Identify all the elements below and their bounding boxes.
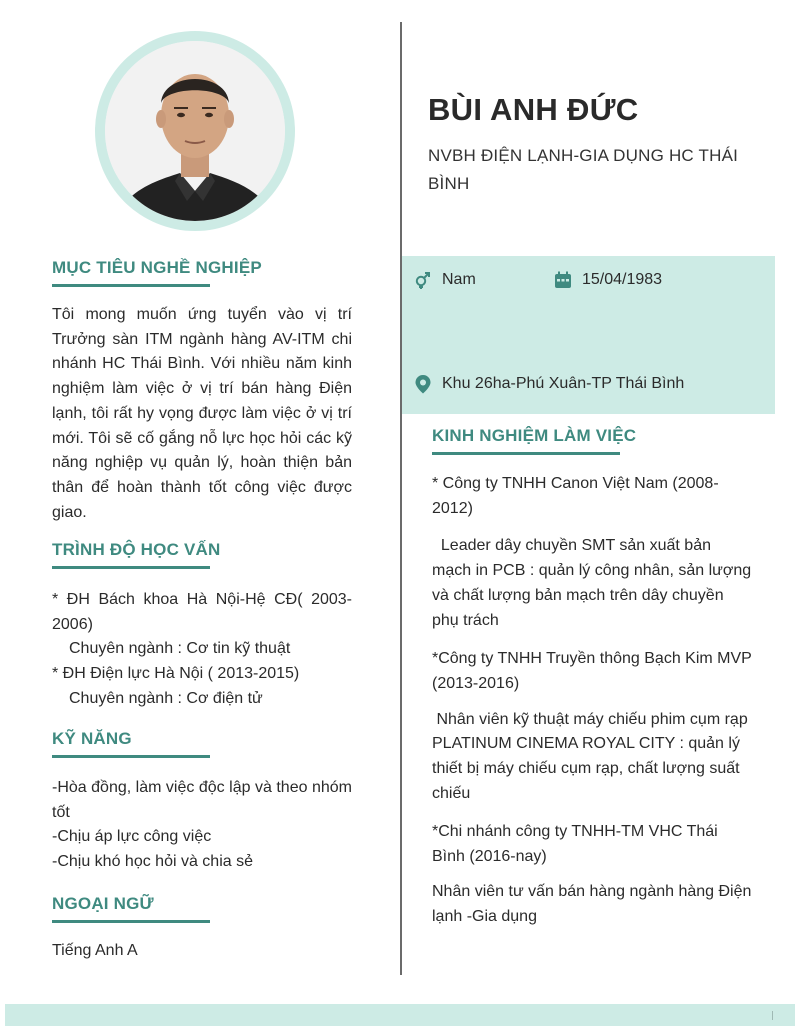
- section-underline: [52, 284, 210, 287]
- education-major: Chuyên ngành : Cơ điện tử: [69, 689, 263, 707]
- education-list: [52, 588, 352, 712]
- section-title: TRÌNH ĐỘ HỌC VẤN: [52, 540, 221, 559]
- job-title: NVBH ĐIỆN LẠNH-GIA DỤNG HC THÁI BÌNH: [428, 146, 739, 193]
- section-title: KINH NGHIỆM LÀM VIỆC: [432, 426, 637, 445]
- languages-section: [52, 894, 352, 964]
- experience-company: *Chi nhánh công ty TNHH-TM VHC Thái Bình (2016-nay): [432, 823, 718, 866]
- calendar-icon: [554, 271, 572, 289]
- education-school: * ĐH Điện lực Hà Nội ( 2013-2015): [52, 665, 300, 683]
- avatar: [105, 41, 285, 221]
- skill-item: -Chịu áp lực công việc: [52, 828, 212, 846]
- section-underline: [52, 920, 210, 923]
- candidate-name: BÙI ANH ĐỨC: [428, 92, 639, 127]
- gender-row: [414, 271, 476, 289]
- footer-band: [5, 1004, 795, 1026]
- experience-company: * Công ty TNHH Canon Việt Nam (2008-2012): [432, 475, 719, 517]
- language-item: Tiếng Anh A: [52, 942, 138, 959]
- experience-company: *Công ty TNHH Truyền thông Bạch Kim MVP (2013-2016): [432, 650, 752, 692]
- gender-value: Nam: [442, 271, 476, 288]
- column-divider: [400, 22, 402, 975]
- contact-panel: [402, 256, 775, 414]
- experience-list: [432, 472, 756, 929]
- address-row: [414, 374, 684, 394]
- section-underline: [52, 566, 210, 569]
- birthdate-value: 15/04/1983: [582, 271, 663, 288]
- birthdate-row: [554, 271, 662, 289]
- experience-section: [432, 426, 756, 929]
- section-title: MỤC TIÊU NGHỀ NGHIỆP: [52, 258, 262, 277]
- avatar-frame: [95, 31, 295, 231]
- education-major: Chuyên ngành : Cơ tin kỹ thuật: [69, 640, 291, 658]
- career-goal-section: [52, 258, 352, 525]
- location-pin-icon: [414, 374, 432, 394]
- section-underline: [432, 452, 620, 455]
- skill-item: -Chịu khó học hỏi và chia sẻ: [52, 853, 253, 871]
- gender-icon: [414, 271, 432, 289]
- career-goal-text: Tôi mong muốn ứng tuyển vào vị trí Trưởng sàn ITM ngành hàng AV-ITM chi nhánh HC Thái Bình. Với nhiều năm kinh nghiệm làm việc ở vị trí bán hàng Điện lạnh, tôi rất hy vọng được làm việc ở vị trí mới. Tôi sẽ cố gắng nỗ lực học hỏi các kỹ năng nghiệp vụ quản lý, hoàn thiện bản thân để hoàn thành tốt công việc được giao.: [52, 306, 352, 521]
- experience-description: Nhân viên tư vấn bán hàng ngành hàng Điện lạnh -Gia dụng: [432, 882, 752, 925]
- footer-marker: [772, 1011, 773, 1020]
- experience-description: Nhân viên kỹ thuật máy chiếu phim cụm rạp PLATINUM CINEMA ROYAL CITY : quản lý thiết bị máy chiếu cụm rạp, chất lượng suất chiếu: [432, 710, 753, 802]
- address-value: Khu 26ha-Phú Xuân-TP Thái Bình: [442, 375, 685, 392]
- section-title: NGOẠI NGỮ: [52, 894, 154, 913]
- skills-list: [52, 776, 352, 875]
- education-section: [52, 540, 352, 712]
- skills-section: [52, 729, 352, 875]
- education-school: * ĐH Bách khoa Hà Nội-Hệ CĐ( 2003-2006): [52, 591, 352, 633]
- skill-item: -Hòa đồng, làm việc độc lập và theo nhóm tốt: [52, 779, 352, 821]
- section-underline: [52, 755, 210, 758]
- section-title: KỸ NĂNG: [52, 729, 132, 748]
- experience-description: Leader dây chuyền SMT sản xuất bản mạch in PCB : quản lý công nhân, sản lượng và chất lượng bản mạch trên dây chuyền phụ trách: [432, 537, 756, 629]
